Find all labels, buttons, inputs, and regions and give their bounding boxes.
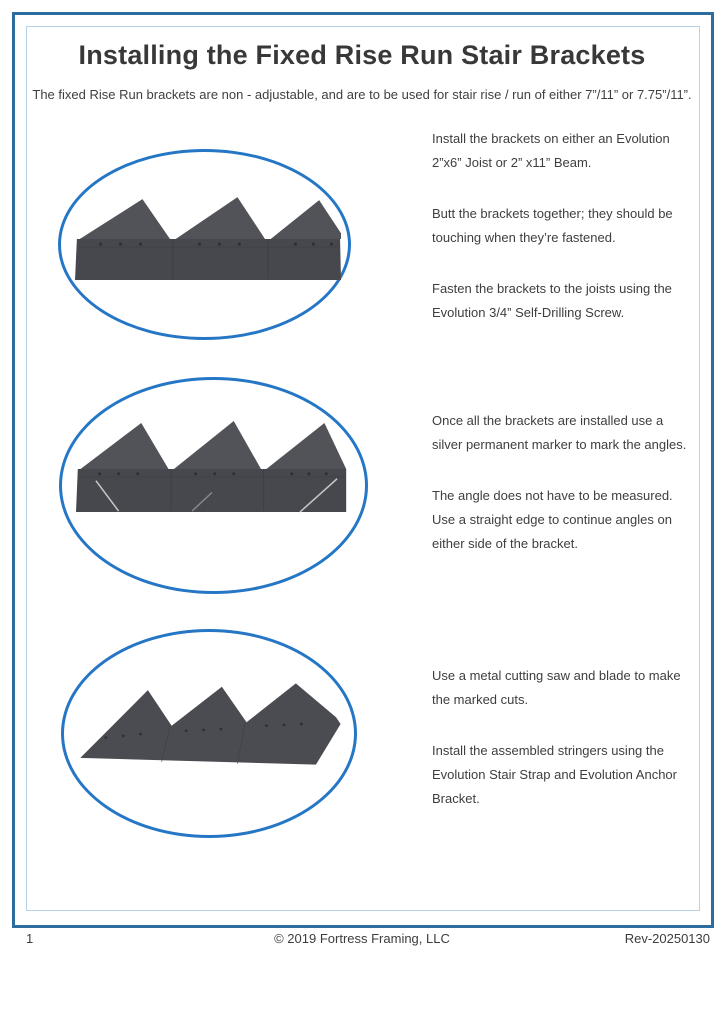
bracket-tooth [266,423,346,469]
stair-brackets-fastened-illustration [75,194,341,282]
page-title: Installing the Fixed Rise Run Stair Brackets [78,40,646,70]
paragraph [432,277,708,325]
text-line: Bracket. [432,791,480,806]
paragraph [432,409,708,457]
text-line: silver permanent marker to mark the angles. [432,437,687,452]
text-line: either side of the bracket. [432,536,578,551]
text-line: Install the brackets on either an Evolution [432,131,670,146]
text-line: Butt the brackets together; they should be [432,206,673,221]
text-line: Use a straight edge to continue angles on [432,512,672,527]
paragraph [432,664,708,712]
paragraph [432,484,708,556]
text-line: Evolution Stair Strap and Evolution Anchor [432,767,677,782]
text-line: Once all the brackets are installed use a [432,413,664,428]
bracket-base-plate [76,469,346,512]
text-line: touching when they’re fastened. [432,230,616,245]
text-line: Use a metal cutting saw and blade to make [432,668,681,683]
cut-stringer-illustration [73,680,347,768]
paragraph [432,202,708,250]
figure-cut-stringer [61,629,357,838]
instructions-section-1 [432,127,708,352]
stair-brackets-marked-illustration [76,420,348,514]
bracket-tooth [176,197,265,239]
bracket-base-plate [75,239,341,280]
text-line: 2”x6” Joist or 2” x11” Beam. [432,155,592,170]
bracket-tooth [80,199,170,239]
text-line: Install the assembled stringers using the [432,743,664,758]
figure-brackets-installed [58,149,351,340]
bracket-tooth [174,421,261,469]
instructions-section-2 [432,409,708,583]
text-line: Fasten the brackets to the joists using the [432,281,672,296]
copyright-text: © 2019 Fortress Framing, LLC [274,931,450,946]
revision-label: Rev-20250130 [624,931,710,946]
text-line: Evolution 3/4” Self-Drilling Screw. [432,305,625,320]
bracket-tooth [81,423,169,469]
page-number: 1 [26,931,34,946]
figure-brackets-marked [59,377,368,594]
instructions-section-3 [432,664,708,838]
paragraph [432,127,708,175]
page-subtitle: The fixed Rise Run brackets are non - adjustable, and are to be used for stair rise / run of either 7”/11” or 7.75”/11”. [32,87,692,102]
bracket-tooth [271,200,341,239]
text-line: the marked cuts. [432,692,529,707]
paragraph [432,739,708,811]
text-line: The angle does not have to be measured. [432,488,673,503]
